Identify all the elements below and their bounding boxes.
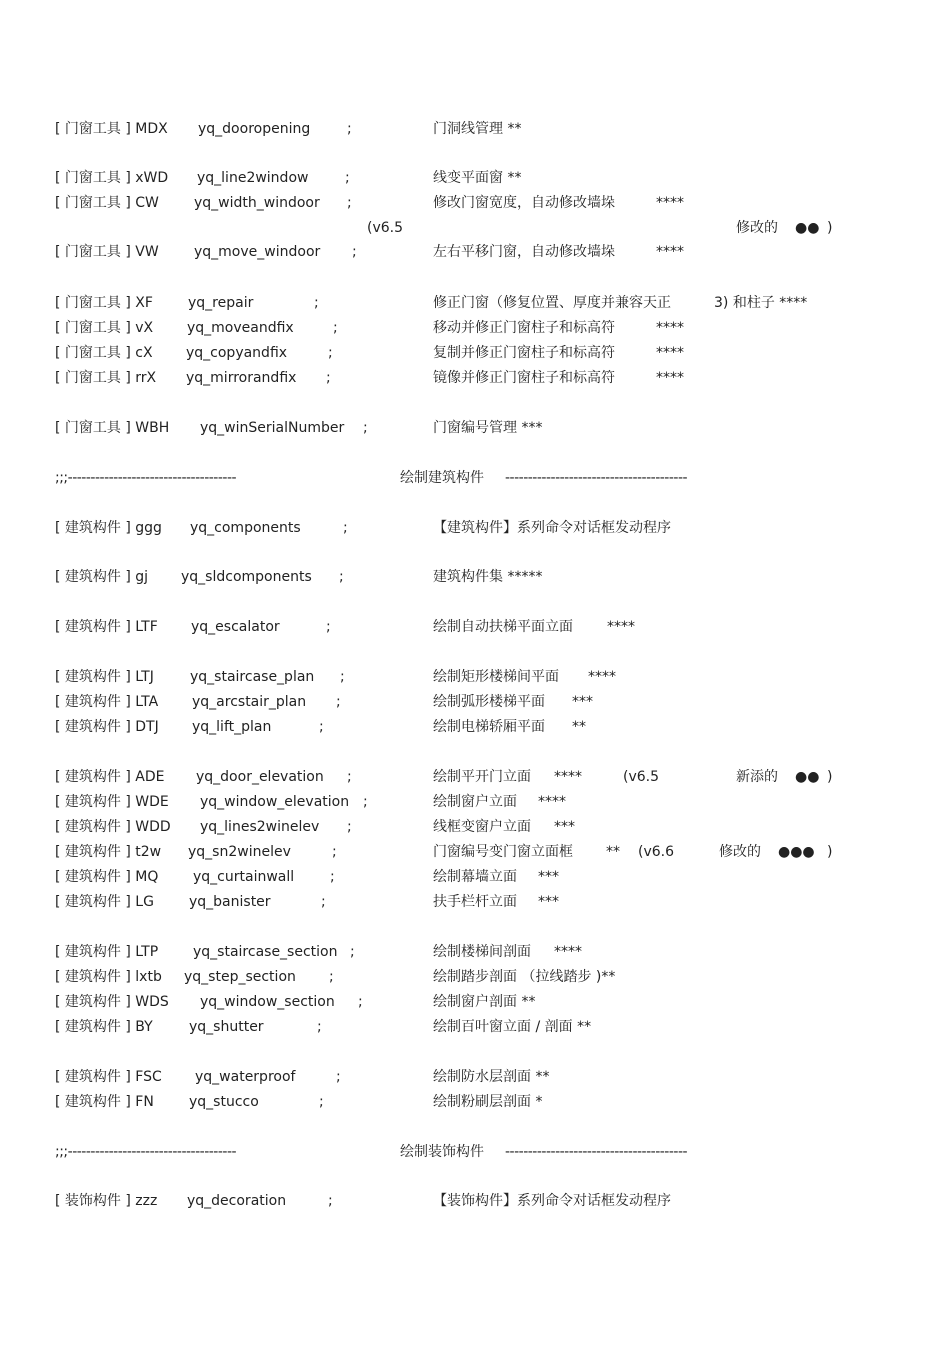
semicolon: ; <box>347 121 352 137</box>
command-category: [ 建筑构件 ] FSC <box>55 1069 162 1085</box>
command-description: 【建筑构件】系列命令对话框发动程序 <box>433 520 671 536</box>
command-description: 移动并修正门窗柱子和标高符 <box>433 320 615 336</box>
function-name: yq_step_section <box>184 969 296 985</box>
semicolon: ; <box>333 320 338 336</box>
function-name: yq_escalator <box>191 619 280 635</box>
command-description: 绘制自动扶梯平面立面 <box>433 619 573 635</box>
version-close: ) <box>827 769 833 785</box>
rating-stars: **** <box>538 794 566 810</box>
command-category: [ 门窗工具 ] cX <box>55 345 153 361</box>
command-category: [ 建筑构件 ] lxtb <box>55 969 162 985</box>
version-note: 新添的 <box>736 769 778 785</box>
command-description: 修改门窗宽度，自动修改墙垛 <box>433 195 615 211</box>
semicolon: ; <box>343 520 348 536</box>
command-category: [ 建筑构件 ] t2w <box>55 844 162 860</box>
command-description: 绘制矩形楼梯间平面 <box>433 669 559 685</box>
command-description: 绘制弧形楼梯平面 <box>433 694 545 710</box>
function-name: yq_decoration <box>187 1193 287 1209</box>
semicolon: ; <box>347 195 352 211</box>
rating-stars: **** <box>588 669 616 685</box>
function-name: yq_window_section <box>200 994 335 1010</box>
function-name: yq_window_elevation <box>200 794 350 810</box>
command-description: 绘制踏步剖面 （拉线踏步 )** <box>433 969 616 985</box>
function-name: yq_staircase_plan <box>190 669 315 685</box>
command-category: [ 门窗工具 ] xWD <box>55 170 169 186</box>
command-category: [ 建筑构件 ] WDD <box>55 819 171 835</box>
semicolon: ; <box>330 869 335 885</box>
function-name: yq_winSerialNumber <box>200 420 345 436</box>
semicolon: ; <box>340 669 345 685</box>
semicolon: ; <box>328 345 333 361</box>
rating-stars: *** <box>538 894 559 910</box>
command-category: [ 建筑构件 ] LG <box>55 894 154 910</box>
command-category: [ 建筑构件 ] WDE <box>55 794 169 810</box>
function-name: yq_sn2winelev <box>188 844 291 860</box>
command-category: [ 建筑构件 ] LTA <box>55 694 159 710</box>
semicolon: ; <box>350 944 355 960</box>
function-name: yq_curtainwall <box>193 869 295 885</box>
rating-stars: **** <box>656 320 684 336</box>
function-name: yq_repair <box>188 295 254 311</box>
rating-stars: *** <box>554 819 575 835</box>
function-name: yq_lines2winelev <box>200 819 320 835</box>
semicolon: ; <box>347 819 352 835</box>
function-name: yq_banister <box>189 894 271 910</box>
function-name: yq_shutter <box>189 1019 264 1035</box>
function-name: yq_waterproof <box>195 1069 296 1085</box>
command-category: [ 门窗工具 ] vX <box>55 320 154 336</box>
command-category: [ 建筑构件 ] LTP <box>55 944 159 960</box>
version-note: 修改的 <box>719 844 761 860</box>
function-name: yq_line2window <box>197 170 309 186</box>
semicolon: ; <box>321 894 326 910</box>
semicolon: ; <box>363 420 368 436</box>
command-description: 绘制窗户剖面 ** <box>433 994 536 1010</box>
command-category: [ 装饰构件 ] zzz <box>55 1193 158 1209</box>
function-name: yq_staircase_section <box>193 944 338 960</box>
version-tag: (v6.6 <box>638 844 675 860</box>
rating-stars: **** <box>607 619 635 635</box>
command-category: [ 建筑构件 ] DTJ <box>55 719 159 735</box>
rating-stars: *** <box>538 869 559 885</box>
command-category: [ 建筑构件 ] LTJ <box>55 669 154 685</box>
function-name: yq_stucco <box>189 1094 259 1110</box>
function-name: yq_arcstair_plan <box>192 694 307 710</box>
function-name: yq_lift_plan <box>192 719 272 735</box>
command-description: 线变平面窗 ** <box>433 170 522 186</box>
rating-stars: **** <box>656 370 684 386</box>
separator-left: ;;;------------------------------------- <box>55 470 237 486</box>
command-description: 绘制防水层剖面 ** <box>433 1069 550 1085</box>
command-description: 建筑构件集 ***** <box>433 569 543 585</box>
version-close: ) <box>827 220 833 236</box>
command-description: 绘制楼梯间剖面 <box>433 944 531 960</box>
command-category: [ 门窗工具 ] WBH <box>55 420 170 436</box>
command-description: 左右平移门窗，自动修改墙垛 <box>433 244 615 260</box>
semicolon: ; <box>363 794 368 810</box>
command-description: 门窗编号管理 *** <box>433 420 543 436</box>
separator-right: ---------------------------------------- <box>505 1144 688 1160</box>
rating-stars: **** <box>656 345 684 361</box>
semicolon: ; <box>317 1019 322 1035</box>
command-description: 绘制幕墙立面 <box>433 869 517 885</box>
command-category: [ 建筑构件 ] FN <box>55 1094 154 1110</box>
separator-right: ---------------------------------------- <box>505 470 688 486</box>
command-description: 绘制百叶窗立面 / 剖面 ** <box>433 1019 592 1035</box>
rating-stars: **** <box>656 195 684 211</box>
command-category: [ 门窗工具 ] MDX <box>55 121 168 137</box>
semicolon: ; <box>328 1193 333 1209</box>
command-description: 绘制粉刷层剖面 * <box>433 1094 543 1110</box>
semicolon: ; <box>319 1094 324 1110</box>
command-description: 门洞线管理 ** <box>433 121 522 137</box>
command-category: [ 建筑构件 ] ADE <box>55 769 165 785</box>
function-name: yq_move_windoor <box>194 244 321 260</box>
command-category: [ 建筑构件 ] MQ <box>55 869 159 885</box>
semicolon: ; <box>336 1069 341 1085</box>
semicolon: ; <box>319 719 324 735</box>
command-description: 【装饰构件】系列命令对话框发动程序 <box>433 1193 671 1209</box>
function-name: yq_copyandfix <box>186 345 288 361</box>
command-description: 复制并修正门窗柱子和标高符 <box>433 345 615 361</box>
version-dots: ●●● <box>778 844 815 860</box>
rating-stars: ** <box>606 844 620 860</box>
semicolon: ; <box>336 694 341 710</box>
version-close: ) <box>827 844 833 860</box>
semicolon: ; <box>352 244 357 260</box>
command-description: 镜像并修正门窗柱子和标高符 <box>433 370 615 386</box>
command-category: [ 建筑构件 ] LTF <box>55 619 158 635</box>
section-title: 绘制建筑构件 <box>400 470 484 486</box>
command-category: [ 门窗工具 ] rrX <box>55 370 157 386</box>
semicolon: ; <box>339 569 344 585</box>
command-category: [ 建筑构件 ] gj <box>55 569 149 585</box>
rating-stars: **** <box>554 944 582 960</box>
command-description: 门窗编号变门窗立面框 <box>433 844 573 860</box>
semicolon: ; <box>329 969 334 985</box>
semicolon: ; <box>314 295 319 311</box>
semicolon: ; <box>347 769 352 785</box>
function-name: yq_moveandfix <box>187 320 294 336</box>
semicolon: ; <box>358 994 363 1010</box>
semicolon: ; <box>326 619 331 635</box>
function-name: yq_door_elevation <box>196 769 324 785</box>
version-tag: (v6.5 <box>367 220 404 236</box>
function-name: yq_mirrorandfix <box>186 370 297 386</box>
description-continuation: 3) 和柱子 **** <box>714 295 808 311</box>
function-name: yq_components <box>190 520 301 536</box>
command-category: [ 建筑构件 ] ggg <box>55 520 162 536</box>
version-tag: (v6.5 <box>623 769 660 785</box>
separator-left: ;;;------------------------------------- <box>55 1144 237 1160</box>
rating-stars: **** <box>656 244 684 260</box>
rating-stars: *** <box>572 694 593 710</box>
function-name: yq_dooropening <box>198 121 311 137</box>
semicolon: ; <box>332 844 337 860</box>
function-name: yq_sldcomponents <box>181 569 312 585</box>
command-description: 绘制窗户立面 <box>433 794 517 810</box>
version-dots: ●● <box>795 220 820 236</box>
command-category: [ 门窗工具 ] VW <box>55 244 159 260</box>
command-description: 扶手栏杆立面 <box>433 894 517 910</box>
function-name: yq_width_windoor <box>194 195 320 211</box>
rating-stars: ** <box>572 719 586 735</box>
semicolon: ; <box>345 170 350 186</box>
version-dots: ●● <box>795 769 820 785</box>
command-description: 修正门窗（修复位置、厚度并兼容天正 <box>433 295 671 311</box>
command-description: 线框变窗户立面 <box>433 819 531 835</box>
semicolon: ; <box>326 370 331 386</box>
command-description: 绘制电梯轿厢平面 <box>433 719 545 735</box>
command-category: [ 建筑构件 ] WDS <box>55 994 169 1010</box>
command-description: 绘制平开门立面 <box>433 769 531 785</box>
command-category: [ 门窗工具 ] CW <box>55 195 159 211</box>
command-category: [ 建筑构件 ] BY <box>55 1019 153 1035</box>
version-note: 修改的 <box>736 220 778 236</box>
command-category: [ 门窗工具 ] XF <box>55 295 153 311</box>
section-title: 绘制装饰构件 <box>400 1144 484 1160</box>
rating-stars: **** <box>554 769 582 785</box>
